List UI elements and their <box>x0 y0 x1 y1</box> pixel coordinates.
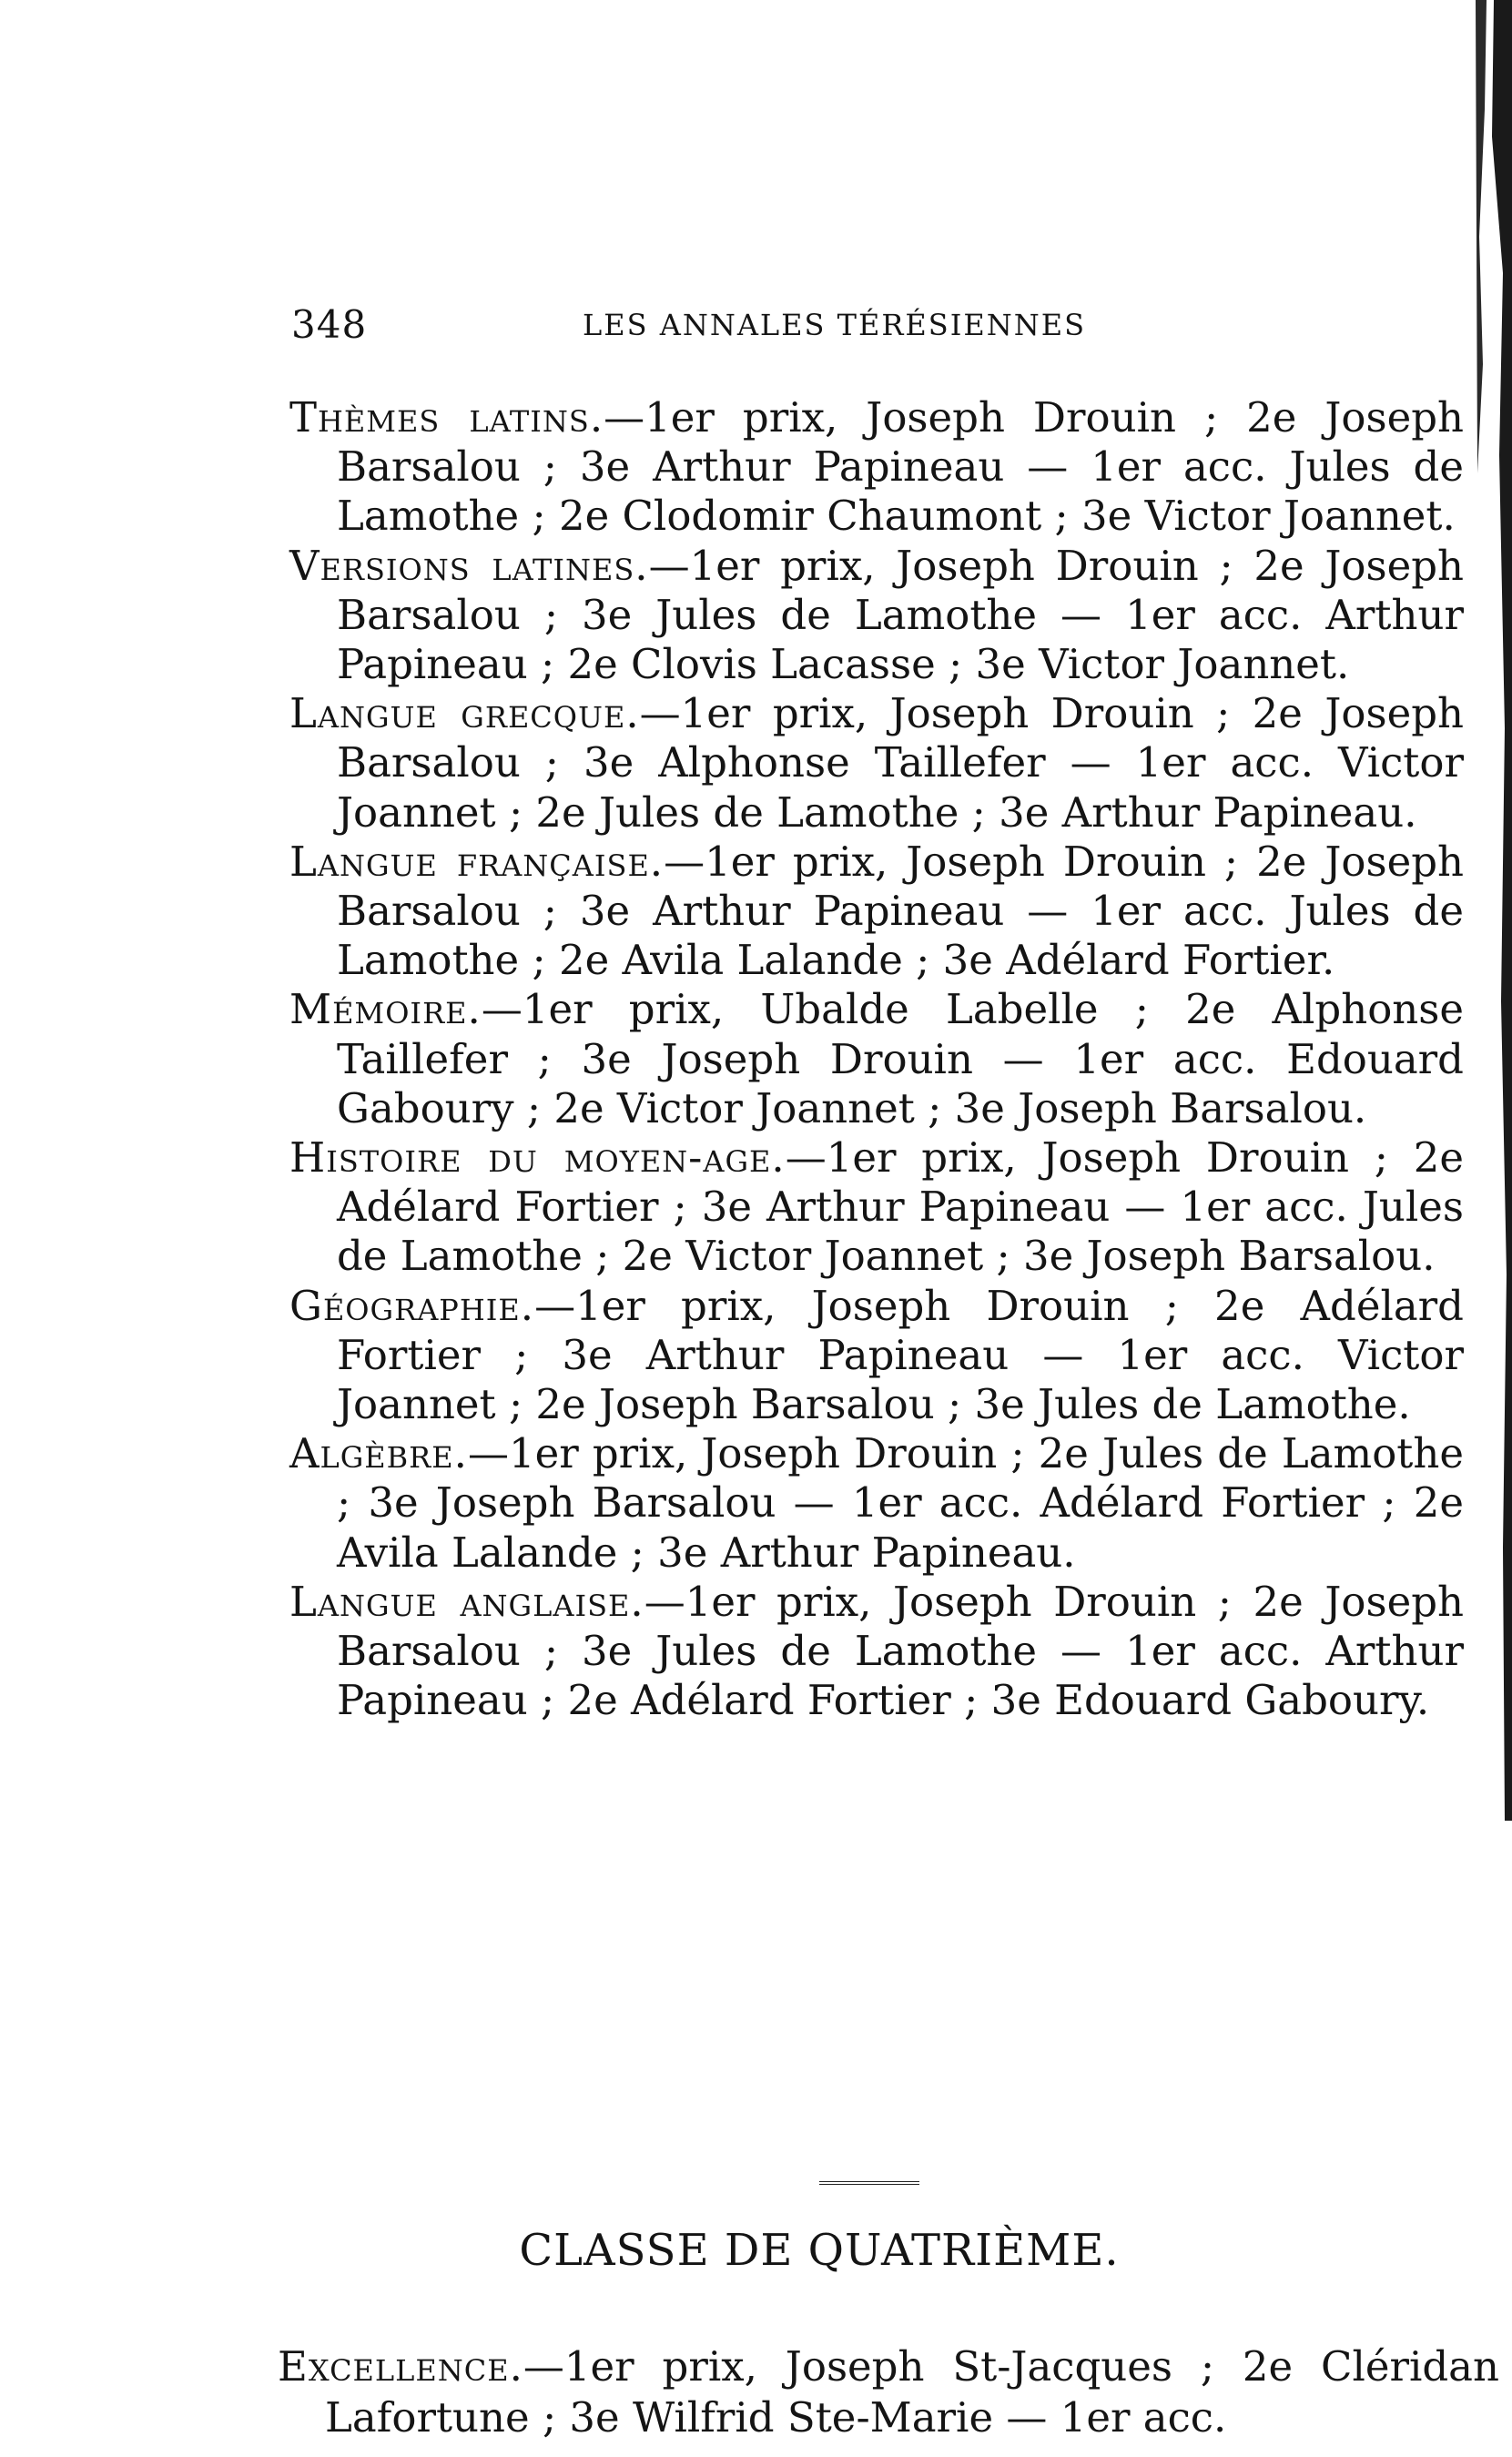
page-header <box>291 302 1456 357</box>
entry-heading: Excellence. <box>278 2342 523 2391</box>
prize-entry-langue-anglaise <box>289 1578 1464 1726</box>
entry-text: —1er prix, Joseph Drouin ; 2e Adélard Fortier ; 3e Arthur Papineau — 1er acc. Jules de Lamothe ; 2e Victor Joannet ; 3e Joseph Barsalou. <box>337 1133 1464 1281</box>
entry-text: —1er prix, Joseph Drouin ; 2e Joseph Barsalou ; 3e Jules de Lamothe — 1er acc. Arthur Papineau ; 2e Adélard Fortier ; 3e Edouard Gaboury. <box>337 1577 1464 1725</box>
prize-entry-excellence <box>278 2341 1499 2443</box>
entry-text: —1er prix, Joseph Drouin ; 2e Joseph Barsalou ; 3e Arthur Papineau — 1er acc. Jules de Lamothe ; 2e Clodomir Chaumont ; 3e Victor Joannet. <box>337 393 1464 541</box>
entry-heading: Langue grecque. <box>289 689 640 738</box>
prize-entry-geographie <box>289 1282 1464 1430</box>
prize-entry-langue-grecque <box>289 689 1464 838</box>
entry-heading: Langue anglaise. <box>289 1577 644 1626</box>
section-divider <box>819 2181 919 2185</box>
prize-entry-memoire <box>289 985 1464 1133</box>
running-title: LES ANNALES TÉRÉSIENNES <box>583 308 1086 342</box>
prize-entry-algebre <box>289 1429 1464 1578</box>
prize-entry-langue-francaise <box>289 838 1464 986</box>
entry-text: —1er prix, Ubalde Labelle ; 2e Alphonse Taillefer ; 3e Joseph Drouin — 1er acc. Edouard Gaboury ; 2e Victor Joannet ; 3e Joseph Barsalou. <box>337 985 1464 1132</box>
entry-heading: Versions latines. <box>289 541 649 590</box>
prize-entry-themes-latins <box>289 393 1464 542</box>
entry-heading: Thèmes latins. <box>289 393 604 442</box>
entry-text: —1er prix, Joseph Drouin ; 2e Joseph Barsalou ; 3e Arthur Papineau — 1er acc. Jules de Lamothe ; 2e Avila Lalande ; 3e Adélard Fortier. <box>337 837 1464 985</box>
section-title: CLASSE DE QUATRIÈME. <box>519 2225 1120 2276</box>
prize-list <box>289 393 1464 1725</box>
prize-entry-histoire <box>289 1133 1464 1282</box>
entry-text: —1er prix, Joseph St-Jacques ; 2e Cléridan Lafortune ; 3e Wilfrid Ste-Marie — 1er acc. <box>325 2342 1499 2442</box>
entry-heading: Géographie. <box>289 1281 535 1330</box>
entry-heading: Histoire du moyen-age. <box>289 1133 786 1183</box>
entry-text: —1er prix, Joseph Drouin ; 2e Joseph Barsalou ; 3e Alphonse Taillefer — 1er acc. Victor Joannet ; 2e Jules de Lamothe ; 3e Arthur Papineau. <box>337 689 1464 837</box>
entry-text: —1er prix, Joseph Drouin ; 2e Joseph Barsalou ; 3e Jules de Lamothe — 1er acc. Arthur Papineau ; 2e Clovis Lacasse ; 3e Victor Joannet. <box>337 541 1464 689</box>
entry-text: —1er prix, Joseph Drouin ; 2e Adélard Fortier ; 3e Arthur Papineau — 1er acc. Victor Joannet ; 2e Joseph Barsalou ; 3e Jules de Lamothe. <box>337 1281 1464 1429</box>
page-number: 348 <box>291 302 368 347</box>
entry-heading: Algèbre. <box>289 1429 468 1478</box>
entry-heading: Langue française. <box>289 837 665 886</box>
prize-entry-versions-latines <box>289 542 1464 690</box>
entry-heading: Mémoire. <box>289 985 482 1034</box>
entry-text: —1er prix, Joseph Drouin ; 2e Jules de Lamothe ; 3e Joseph Barsalou — 1er acc. Adélard Fortier ; 2e Avila Lalande ; 3e Arthur Papineau. <box>337 1429 1464 1577</box>
